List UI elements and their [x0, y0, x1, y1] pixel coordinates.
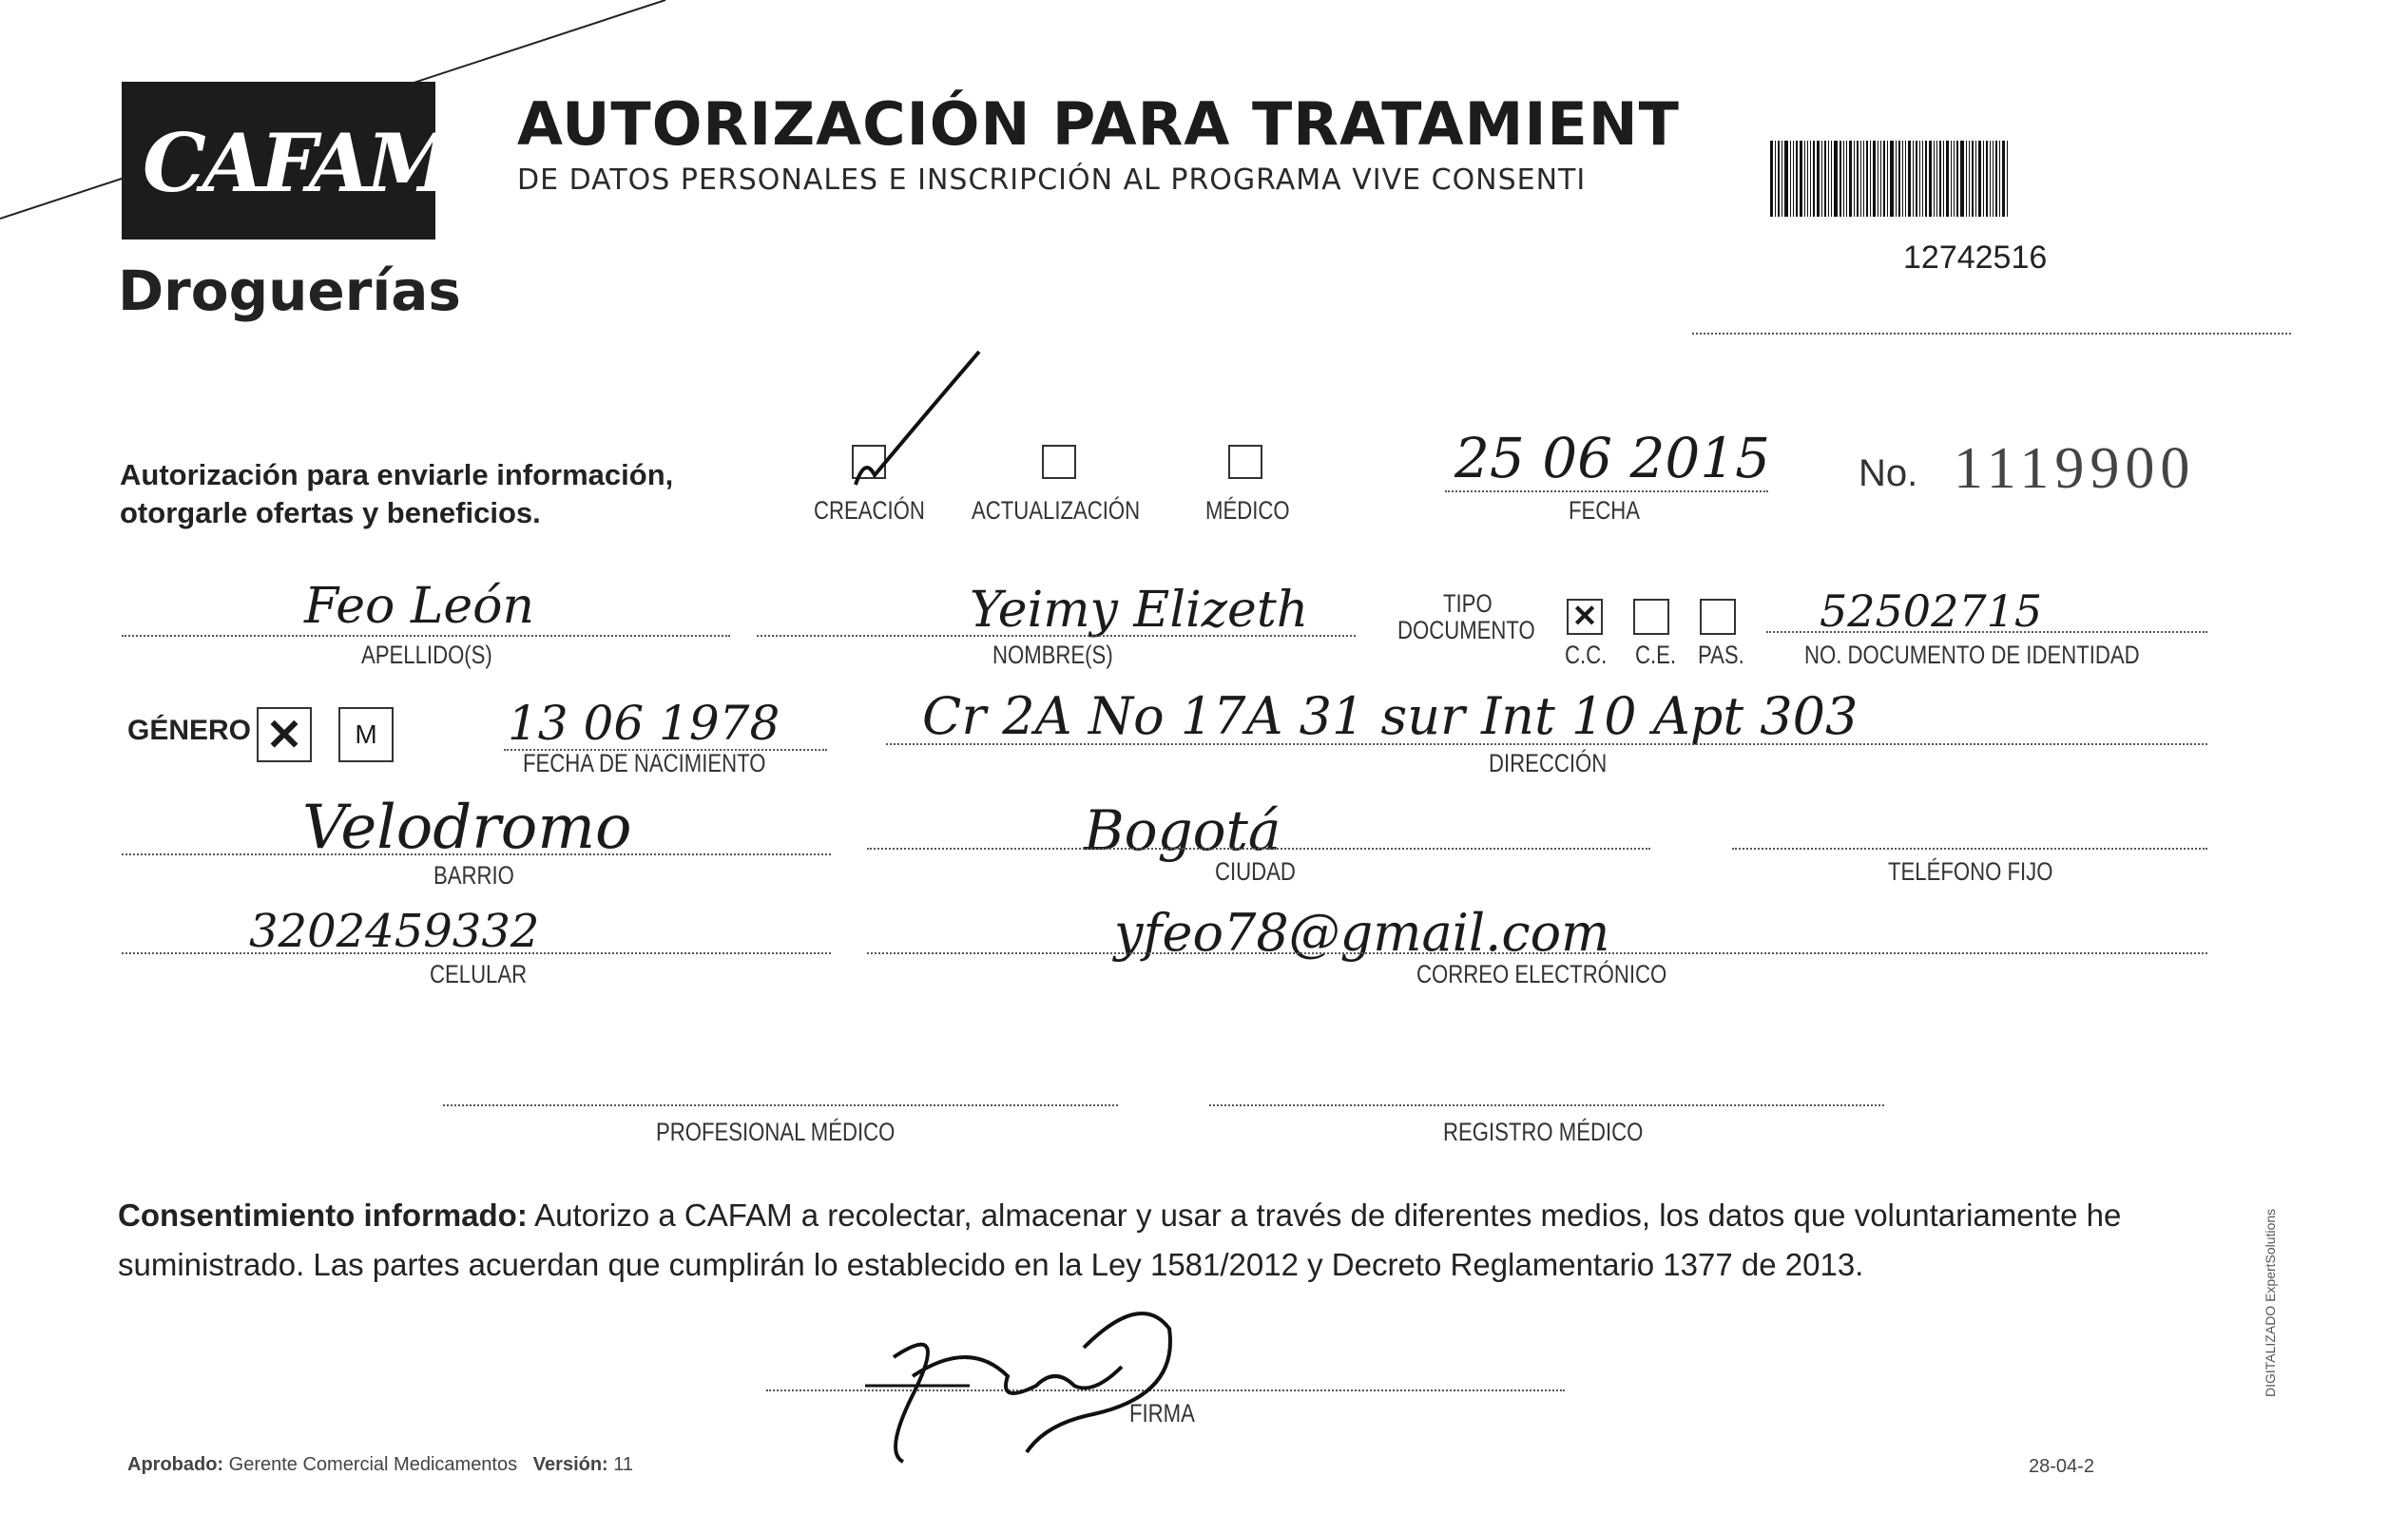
- version-value: 11: [613, 1454, 634, 1475]
- barcode-bar: [1817, 141, 1820, 217]
- barcode-bar: [1824, 141, 1826, 217]
- apellidos-label: APELLIDO(S): [361, 641, 492, 669]
- barcode-bar: [1857, 141, 1859, 217]
- direccion-value[interactable]: Cr 2A No 17A 31 sur Int 10 Apt 303: [922, 686, 1859, 746]
- page-subtitle: DE DATOS PERSONALES E INSCRIPCIÓN AL PROGRAMA VIVE CONSENTI: [517, 163, 1587, 197]
- barcode-bar: [1790, 141, 1791, 217]
- barcode-bar: [1978, 141, 1981, 217]
- checkbox-cc[interactable]: ✕: [1567, 599, 1603, 635]
- barcode-bar: [1831, 141, 1832, 217]
- documento-line: [1766, 631, 2207, 633]
- option-label-creacion: CREACIÓN: [814, 496, 925, 525]
- barrio-label: BARRIO: [433, 861, 514, 890]
- barcode-bar: [1993, 141, 1994, 217]
- nacimiento-label: FECHA DE NACIMIENTO: [523, 749, 766, 777]
- authorization-text: [120, 456, 673, 532]
- nombres-value[interactable]: Yeimy Elizeth: [970, 582, 1309, 639]
- nombres-line: [757, 635, 1356, 637]
- barcode-bar: [1956, 141, 1958, 217]
- apellidos-value[interactable]: Feo León: [304, 578, 534, 635]
- barcode-bar: [1807, 141, 1808, 217]
- option-label-actualizacion: ACTUALIZACIÓN: [972, 496, 1141, 525]
- authorization-line-2: otorgarle ofertas y beneficios.: [120, 496, 541, 529]
- date-label: FECHA: [1569, 496, 1641, 525]
- barcode-bar: [1986, 141, 1988, 217]
- barcode-bar: [1999, 141, 2000, 217]
- barcode-bar: [1883, 141, 1885, 217]
- nacimiento-value[interactable]: 13 06 1978: [508, 696, 780, 751]
- consent-text: Autorizo a CAFAM a recolectar, almacenar y usar a través de diferentes medios, los datos que voluntariamente he suministrado. Las partes acuerdan que cumplirán lo establecido en la Ley 1581/2012 y Decreto Reglamentario 1377 de 2013.: [118, 1198, 2122, 1282]
- barcode-bar: [1775, 141, 1776, 217]
- barcode-bar: [1834, 141, 1838, 217]
- barcode-bar: [1934, 141, 1935, 217]
- checkbox-pas[interactable]: [1700, 599, 1736, 635]
- checkbox-genero-m[interactable]: [338, 707, 394, 762]
- barcode-bar: [1800, 141, 1802, 217]
- barcode-bar: [1922, 141, 1923, 217]
- barcode-bar: [1916, 141, 1917, 217]
- barrio-line: [122, 853, 831, 855]
- telefono-line: [1732, 848, 2207, 850]
- barcode-bar: [1890, 141, 1894, 217]
- barcode-bar: [1954, 141, 1955, 217]
- number-value: 1119900: [1954, 436, 2196, 501]
- barcode-bar: [1870, 141, 1871, 217]
- barcode: [1770, 141, 2146, 217]
- date-line: [1445, 490, 1768, 492]
- registro-label: REGISTRO MÉDICO: [1443, 1118, 1644, 1146]
- barcode-bar: [2002, 141, 2005, 217]
- firma-label: FIRMA: [1129, 1399, 1195, 1428]
- header-divider: [1692, 333, 2291, 335]
- barcode-number: 12742516: [1903, 240, 2048, 276]
- footer-date: 28-04-2: [2029, 1456, 2094, 1477]
- barcode-bar: [1849, 141, 1852, 217]
- documento-label: NO. DOCUMENTO DE IDENTIDAD: [1804, 641, 2140, 669]
- barcode-bar: [1873, 141, 1876, 217]
- aprobado-label: Aprobado:: [127, 1454, 224, 1475]
- correo-label: CORREO ELECTRÓNICO: [1416, 960, 1667, 988]
- barrio-value[interactable]: Velodromo: [302, 793, 632, 863]
- barcode-bar: [1828, 141, 1829, 217]
- consent-paragraph: [118, 1191, 2247, 1290]
- celular-label: CELULAR: [430, 960, 528, 988]
- barcode-bar: [1804, 141, 1805, 217]
- profesional-label: PROFESIONAL MÉDICO: [656, 1118, 896, 1146]
- barcode-bar: [1770, 141, 1773, 217]
- barcode-bar: [1925, 141, 1927, 217]
- checkbox-actualizacion[interactable]: [1042, 445, 1076, 479]
- barcode-bar: [1913, 141, 1914, 217]
- barcode-bar: [1863, 141, 1864, 217]
- barcode-bar: [1969, 141, 1970, 217]
- cafam-logo-text: CAFAM: [143, 116, 452, 210]
- apellidos-line: [122, 635, 730, 637]
- barcode-bar: [1896, 141, 1897, 217]
- barcode-bar: [1983, 141, 1984, 217]
- check-mark-icon: [837, 342, 998, 494]
- telefono-label: TELÉFONO FIJO: [1888, 857, 2053, 886]
- checkbox-genero-f[interactable]: ✕: [257, 707, 312, 762]
- registro-line: [1209, 1104, 1884, 1106]
- barcode-bar: [2007, 141, 2008, 217]
- genero-option-m: M: [355, 719, 377, 749]
- tipo-option-cc: C.C.: [1565, 641, 1608, 669]
- direccion-line: [886, 743, 2207, 745]
- correo-line: [867, 952, 2207, 954]
- celular-value[interactable]: 3202459332: [249, 905, 540, 958]
- page-title: AUTORIZACIÓN PARA TRATAMIENT: [517, 89, 1680, 159]
- genero-label: GÉNERO: [127, 715, 252, 746]
- date-value[interactable]: 25 06 2015: [1454, 426, 1771, 490]
- barcode-bar: [1887, 141, 1888, 217]
- nombres-label: NOMBRE(S): [992, 641, 1113, 669]
- barcode-bar: [1943, 141, 1944, 217]
- celular-line: [122, 952, 831, 954]
- tipo-label-2: DOCUMENTO: [1397, 616, 1535, 644]
- barcode-bar: [1905, 141, 1906, 217]
- barcode-bar: [1975, 141, 1976, 217]
- barcode-bar: [1866, 141, 1868, 217]
- barcode-bar: [1990, 141, 1991, 217]
- barcode-bar: [1846, 141, 1847, 217]
- profesional-line: [443, 1104, 1118, 1106]
- barcode-bar: [1951, 141, 1952, 217]
- barcode-bar: [1854, 141, 1855, 217]
- scanner-watermark: DIGITALIZADO ExpertSolutions: [2263, 1208, 2278, 1397]
- barcode-bar: [1880, 141, 1881, 217]
- barcode-bar: [1929, 141, 1932, 217]
- version-label: Versión:: [532, 1454, 608, 1475]
- option-label-medico: MÉDICO: [1205, 496, 1290, 525]
- barcode-bar: [1810, 141, 1811, 217]
- barcode-bar: [1919, 141, 1920, 217]
- footer-approval: [127, 1454, 633, 1476]
- barcode-bar: [1966, 141, 1967, 217]
- handwritten-signature: [856, 1281, 1217, 1471]
- barcode-bar: [1821, 141, 1822, 217]
- tipo-label-1: TIPO: [1443, 589, 1493, 618]
- consent-bold-label: Consentimiento informado:: [118, 1198, 528, 1233]
- barcode-bar: [1902, 141, 1903, 217]
- number-label: No.: [1859, 452, 1918, 494]
- aprobado-value: Gerente Comercial Medicamentos: [228, 1454, 518, 1475]
- checkbox-ce[interactable]: [1633, 599, 1669, 635]
- barcode-bar: [1908, 141, 1911, 217]
- barcode-bar: [1995, 141, 1997, 217]
- barcode-bar: [1972, 141, 1974, 217]
- barcode-bar: [1860, 141, 1861, 217]
- ciudad-label: CIUDAD: [1215, 857, 1296, 886]
- barcode-bar: [1843, 141, 1844, 217]
- direccion-label: DIRECCIÓN: [1489, 749, 1608, 777]
- barcode-bar: [1796, 141, 1798, 217]
- barcode-bar: [1778, 141, 1780, 217]
- barcode-bar: [1793, 141, 1794, 217]
- documento-value[interactable]: 52502715: [1820, 585, 2043, 637]
- tipo-option-pas: PAS.: [1698, 641, 1744, 669]
- barcode-bar: [1939, 141, 1941, 217]
- barcode-bar: [1946, 141, 1949, 217]
- barcode-bar: [1813, 141, 1815, 217]
- barcode-bar: [1960, 141, 1964, 217]
- checkbox-medico[interactable]: [1228, 445, 1262, 479]
- barcode-bar: [1898, 141, 1900, 217]
- authorization-line-1: Autorización para enviarle información,: [120, 458, 674, 491]
- tipo-option-ce: C.E.: [1635, 641, 1677, 669]
- barcode-bar: [1936, 141, 1937, 217]
- ciudad-line: [867, 848, 1650, 850]
- barcode-bar: [1784, 141, 1788, 217]
- logo-subtitle: Droguerías: [118, 259, 461, 323]
- ciudad-value[interactable]: Bogotá: [1084, 798, 1281, 863]
- barcode-bar: [1840, 141, 1841, 217]
- correo-value[interactable]: yfeo78@gmail.com: [1114, 903, 1610, 963]
